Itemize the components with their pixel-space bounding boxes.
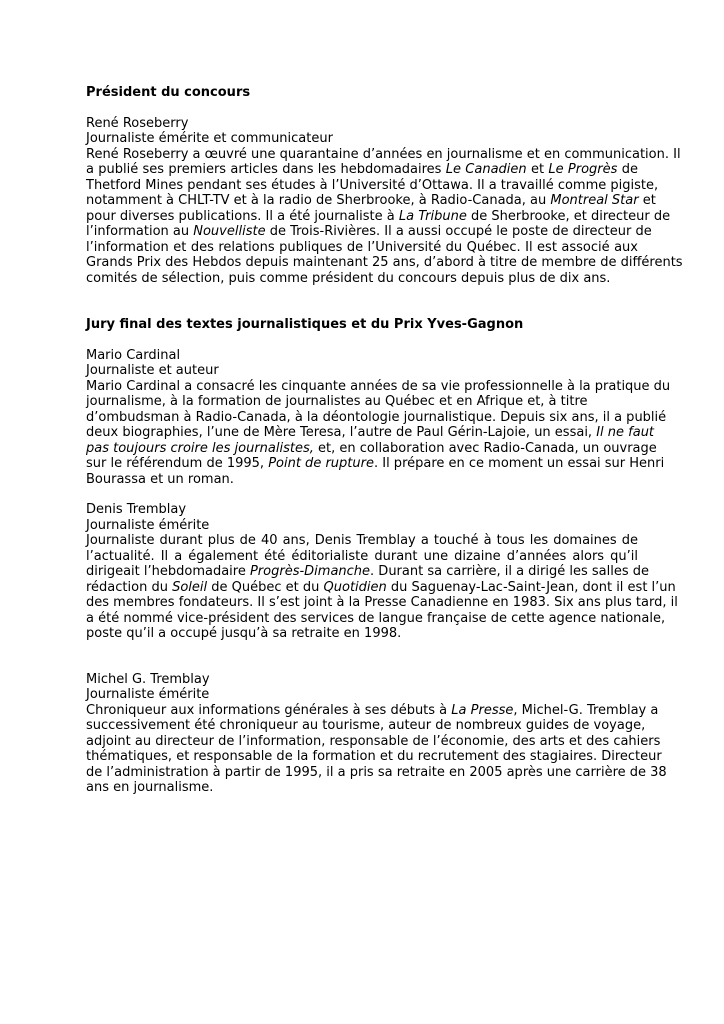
text-run: a été nommé vice-président des services de langue française de cette agence nationale, (86, 610, 666, 626)
text-line (86, 780, 638, 796)
text-run: deux biographies, l’une de Mère Teresa, l’autre de Paul Gérin-Lajoie, un essai, (86, 425, 597, 440)
text-run: adjoint au directeur de l’information, responsable de l’économie, des arts et des cahiers (86, 733, 661, 749)
text-run: de Trois-Rivières. Il a aussi occupé le poste de directeur de (265, 224, 652, 239)
text-line (86, 255, 683, 271)
italic-text: Le Progrès (548, 162, 618, 177)
text-run: sur le référendum de 1995, (86, 456, 269, 471)
italic-text: Progrès-Dimanche (249, 564, 371, 579)
text-run: dirigeait l’hebdomadaire (86, 564, 250, 579)
text-run: rédaction du (86, 579, 173, 595)
text-line (86, 749, 662, 765)
denis-tremblay-bio (86, 533, 678, 642)
text-line (86, 378, 671, 395)
text-line (86, 425, 655, 441)
text-line (86, 409, 667, 426)
text-line (86, 626, 638, 642)
text-run: thématiques, et responsable de la formation et du recrutement des stagiaires. Directeur (86, 749, 662, 764)
text-run: ans en journalisme. (86, 780, 214, 795)
text-run: et (526, 162, 549, 177)
text-line (86, 733, 661, 750)
text-line (86, 208, 671, 225)
text-line (86, 177, 659, 194)
text-run: Mario Cardinal a consacré les cinquante années de sa vie professionnelle à la pratique du (86, 378, 671, 394)
italic-text: Il ne faut (596, 425, 655, 440)
text-run: l’actualité. Il a également été éditorialiste durant une dizaine d’années alors qu’il (86, 548, 638, 564)
italic-text: Quotidien (323, 579, 387, 595)
italic-text: Le Canadien (445, 162, 527, 177)
text-run: du Saguenay-Lac-Saint-Jean, dont il est l’un (386, 579, 676, 595)
text-run: et (638, 193, 656, 208)
president-heading: Président du concours (86, 85, 251, 100)
text-run: de Sherbrooke, et directeur de (466, 208, 671, 224)
text-run: l’information au (86, 224, 194, 239)
text-line (86, 472, 638, 488)
cardinal-bio (86, 378, 671, 488)
text-line (86, 162, 638, 178)
text-run: Chroniqueur aux informations générales à ses débuts à (86, 702, 452, 718)
italic-text: pas toujours croire les journalistes, (86, 440, 314, 456)
document-content (86, 85, 683, 796)
text-run: comités de sélection, puis comme président du concours depuis plus de dix ans. (86, 270, 611, 286)
text-line (86, 764, 667, 781)
italic-text: Soleil (172, 579, 208, 595)
italic-text: Montreal Star (550, 193, 639, 208)
text-line (86, 456, 665, 472)
president-name: René Roseberry (86, 115, 189, 131)
text-line (86, 564, 650, 580)
text-run: Grands Prix des Hebdos depuis maintenant 25 ans, d’abord à titre de membre de différents (86, 255, 683, 270)
michel-tremblay-title: Journaliste émérite (86, 687, 210, 702)
jury-heading: Jury final des textes journalistiques et du Prix Yves-Gagnon (86, 317, 524, 332)
text-line (86, 240, 638, 256)
text-run: de Québec et du (207, 579, 324, 595)
text-run: de (617, 162, 638, 177)
text-run: Bourassa et un roman. (86, 471, 234, 487)
text-line (86, 394, 638, 410)
text-line (86, 595, 678, 611)
denis-tremblay-name: Denis Tremblay (86, 502, 187, 517)
michel-tremblay-name: Michel G. Tremblay (86, 671, 210, 687)
text-run: et, en collaboration avec Radio-Canada, un ouvrage (313, 440, 657, 456)
text-run: , Michel-G. Tremblay a (513, 702, 659, 718)
text-run: a publié ses premiers articles dans les hebdomadaires (86, 162, 446, 177)
text-line (86, 718, 646, 734)
text-run: de l’administration à partir de 1995, il a pris sa retraite en 2005 après une carrière de 38 (86, 764, 667, 780)
text-line (86, 549, 638, 565)
cardinal-name: Mario Cardinal (86, 347, 181, 363)
text-line (86, 193, 656, 209)
italic-text: Point de rupture (268, 456, 374, 471)
italic-text: Nouvelliste (193, 224, 266, 239)
text-run: successivement été chroniqueur au tourisme, auteur de nombreux guides de voyage, (86, 718, 646, 733)
text-line (86, 271, 638, 287)
president-title: Journaliste émérite et communicateur (86, 131, 333, 146)
text-line (86, 610, 666, 627)
michel-tremblay-bio (86, 702, 667, 796)
text-run: des membres fondateurs. Il s’est joint à la Presse Canadienne en 1983. Six ans plus tard, il (86, 595, 678, 610)
text-line (86, 224, 652, 240)
text-run: . Il prépare en ce moment un essai sur Henri (373, 456, 665, 471)
cardinal-title: Journaliste et auteur (86, 363, 219, 378)
italic-text: La Presse (451, 702, 514, 718)
text-line (86, 440, 657, 457)
text-line (86, 579, 676, 596)
text-run: . Durant sa carrière, il a dirigé les salles de (370, 564, 650, 579)
text-run: Thetford Mines pendant ses études à l’Université d’Ottawa. Il a travaillé comme pigiste, (86, 177, 659, 193)
denis-tremblay-title: Journaliste émérite (86, 517, 210, 533)
text-run: l’information et des relations publiques de l’Université du Québec. Il est associé aux (86, 239, 638, 255)
text-run: Journaliste durant plus de 40 ans, Denis Tremblay a touché à tous les domaines de (86, 533, 638, 548)
text-run: pour diverses publications. Il a été journaliste à (86, 208, 399, 224)
text-run: d’ombudsman à Radio-Canada, à la déontologie journalistique. Depuis six ans, il a publié (86, 409, 667, 425)
text-run: notamment à CHLT-TV et à la radio de Sherbrooke, à Radio-Canada, au (86, 193, 551, 208)
italic-text: La Tribune (398, 208, 467, 224)
text-run: poste qu’il a occupé jusqu’à sa retraite en 1998. (86, 626, 402, 641)
text-run: journalisme, à la formation de journalistes au Québec et en Afrique et, à titre (86, 394, 588, 409)
text-line (86, 702, 659, 719)
president-bio (86, 146, 683, 287)
text-line (86, 146, 681, 163)
text-line (86, 533, 638, 549)
text-run: René Roseberry a œuvré une quarantaine d’années en journalisme et en communication. Il (86, 146, 681, 162)
